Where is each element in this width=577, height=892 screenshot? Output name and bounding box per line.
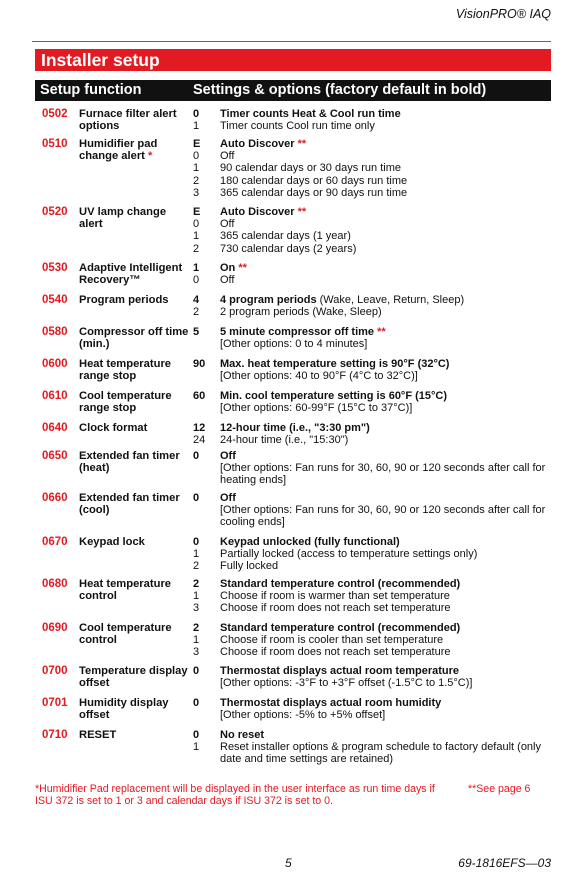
options-list — [193, 206, 553, 255]
option-text — [220, 622, 553, 634]
option-item — [193, 729, 553, 741]
see-page-mark: ** — [294, 138, 307, 150]
option-item — [193, 326, 553, 338]
option-value: E — [193, 138, 201, 150]
function-label: UV lamp change alert — [79, 206, 167, 231]
option-default-text: Timer counts Heat & Cool run time — [220, 108, 401, 120]
option-value: 5 — [193, 326, 200, 338]
option-description: 365 calendar days (1 year) — [220, 230, 351, 243]
option-text — [220, 138, 553, 150]
setting-code: 0610 — [42, 390, 68, 402]
option-description: Timer counts Cool run time only — [220, 120, 375, 133]
option-item — [193, 274, 553, 286]
option-item — [193, 358, 553, 370]
setting-code: 0670 — [42, 536, 68, 548]
option-text — [220, 402, 553, 414]
option-text — [220, 697, 553, 709]
option-item — [193, 450, 553, 462]
option-text — [220, 326, 553, 338]
option-default-text: Max. heat temperature setting is 90°F (32°C) — [220, 358, 450, 370]
option-description: 365 calendar days or 90 days run time — [220, 186, 408, 199]
setting-code: 0700 — [42, 665, 68, 677]
option-item — [193, 218, 553, 230]
option-default-text: Thermostat displays actual room humidity — [220, 697, 442, 709]
humidifier-footnote: *Humidifier Pad replacement will be displayed in the user interface as run time days if ISU 372 is set to 1 or 3 and calendar days if ISU 372 is set to 0. — [35, 783, 435, 808]
product-brand: VisionPRO® IAQ — [455, 7, 551, 21]
function-label: Cool temperature range stop — [79, 390, 172, 415]
option-value: 0 — [193, 108, 200, 120]
function-label: Program periods — [79, 294, 169, 306]
option-value: 1 — [193, 230, 200, 243]
option-text — [220, 492, 553, 504]
option-text — [220, 262, 553, 274]
table-header — [35, 80, 551, 101]
options-list — [193, 622, 553, 659]
option-value: 24 — [193, 434, 206, 447]
option-description: 180 calendar days or 60 days run time — [220, 174, 408, 187]
option-text — [220, 162, 553, 174]
options-list — [193, 536, 553, 573]
option-text — [220, 338, 553, 350]
option-value: 1 — [193, 590, 200, 603]
setting-function — [79, 358, 191, 382]
option-text — [220, 120, 553, 132]
options-list — [193, 326, 553, 350]
option-text — [220, 634, 553, 646]
option-value — [193, 338, 220, 350]
option-text — [220, 590, 553, 602]
option-item — [193, 243, 553, 255]
option-item — [193, 370, 553, 382]
option-description: Off — [220, 150, 235, 163]
option-value: 2 — [193, 560, 200, 573]
option-value: 0 — [193, 450, 200, 462]
setting-function — [79, 294, 191, 306]
setting-function — [79, 578, 191, 602]
option-text — [220, 175, 553, 187]
option-text — [220, 187, 553, 199]
option-description: Choose if room does not reach set temperature — [220, 646, 451, 659]
option-value: 0 — [193, 218, 200, 231]
option-value: 3 — [193, 646, 200, 659]
option-item — [193, 262, 553, 274]
option-value: 60 — [193, 390, 206, 402]
option-item — [193, 536, 553, 548]
option-default-text: Off — [220, 450, 236, 462]
option-default-text: 4 program periods — [220, 294, 317, 306]
option-text — [220, 709, 553, 721]
options-list — [193, 665, 553, 689]
function-label: Heat temperature range stop — [79, 358, 172, 383]
setting-code: 0540 — [42, 294, 68, 306]
option-text — [220, 665, 553, 677]
option-description: [Other options: 0 to 4 minutes] — [220, 338, 368, 351]
option-description: 24-hour time (i.e., "15:30") — [220, 434, 349, 447]
options-list — [193, 697, 553, 721]
option-description: Off — [220, 274, 235, 287]
option-value: 0 — [193, 274, 200, 287]
options-list — [193, 108, 553, 132]
option-value: 4 — [193, 294, 200, 306]
option-item — [193, 338, 553, 350]
option-value: 2 — [193, 242, 200, 255]
options-list — [193, 390, 553, 414]
option-item — [193, 306, 553, 318]
option-value: 3 — [193, 186, 200, 199]
option-description: Fully locked — [220, 560, 279, 573]
option-description: 90 calendar days or 30 days run time — [220, 162, 401, 175]
setting-code: 0710 — [42, 729, 68, 741]
setting-code: 0701 — [42, 697, 68, 709]
option-item — [193, 622, 553, 634]
setting-code: 0650 — [42, 450, 68, 462]
option-item — [193, 150, 553, 162]
option-description: [Other options: 60-99°F (15°C to 37°C)] — [220, 402, 413, 415]
option-default-text: 5 minute compressor off time — [220, 326, 375, 338]
option-item — [193, 462, 553, 486]
option-value: 90 — [193, 358, 206, 370]
column-header-settings: Settings & options (factory default in bold) — [193, 82, 487, 98]
option-item — [193, 402, 553, 414]
options-list — [193, 578, 553, 615]
function-label: RESET — [79, 729, 117, 741]
function-label: Compressor off time (min.) — [79, 326, 189, 351]
options-list — [193, 450, 553, 487]
setting-code: 0510 — [42, 138, 68, 150]
option-item — [193, 162, 553, 174]
section-title: Installer setup — [35, 49, 551, 71]
option-item — [193, 206, 553, 218]
setting-code: 0600 — [42, 358, 68, 370]
option-value: 1 — [193, 262, 200, 274]
function-label: Keypad lock — [79, 536, 145, 548]
options-list — [193, 294, 553, 318]
option-item — [193, 548, 553, 560]
function-label: Humidity display offset — [79, 697, 169, 722]
option-item — [193, 602, 553, 614]
options-list — [193, 492, 553, 529]
option-default-text: Auto Discover — [220, 206, 295, 218]
see-page-note: **See page 6 — [468, 783, 531, 795]
options-list — [193, 422, 553, 446]
setting-code: 0680 — [42, 578, 68, 590]
option-item — [193, 634, 553, 646]
option-value: 1 — [193, 162, 200, 175]
function-label: Extended fan timer (cool) — [79, 492, 180, 517]
options-list — [193, 138, 553, 199]
function-label: Temperature display offset — [79, 665, 188, 690]
option-text — [220, 422, 553, 434]
option-text — [220, 677, 553, 689]
option-item — [193, 741, 553, 765]
option-item — [193, 230, 553, 242]
option-text — [220, 294, 553, 306]
option-item — [193, 504, 553, 528]
see-page-mark: ** — [294, 206, 307, 218]
setting-function — [79, 697, 191, 721]
options-list — [193, 358, 553, 382]
option-item — [193, 434, 553, 446]
option-item — [193, 697, 553, 709]
option-value — [193, 402, 220, 414]
option-item — [193, 138, 553, 150]
option-description: Choose if room does not reach set temperature — [220, 602, 451, 615]
setting-function — [79, 492, 191, 516]
option-item — [193, 578, 553, 590]
option-item — [193, 187, 553, 199]
setting-function — [79, 665, 191, 689]
option-value: 1 — [193, 741, 200, 754]
option-item — [193, 492, 553, 504]
option-text — [220, 206, 553, 218]
option-description: (Wake, Leave, Return, Sleep) — [316, 294, 465, 306]
option-default-text: Thermostat displays actual room temperature — [220, 665, 460, 677]
setting-function — [79, 422, 191, 434]
option-text — [220, 548, 553, 560]
option-text — [220, 274, 553, 286]
option-default-text: Off — [220, 492, 236, 504]
see-page-mark: ** — [235, 262, 247, 274]
option-value: 0 — [193, 665, 200, 677]
option-value: 12 — [193, 422, 206, 434]
option-text — [220, 150, 553, 162]
option-default-text: On — [220, 262, 236, 274]
option-value: 1 — [193, 120, 200, 133]
option-description: Reset installer options & program schedule to factory default (only date and time settings are retained) — [220, 741, 541, 766]
setting-function — [79, 262, 191, 286]
option-value: 3 — [193, 602, 200, 615]
setting-function — [79, 536, 191, 548]
option-item — [193, 108, 553, 120]
setting-function — [79, 206, 191, 230]
option-default-text: Min. cool temperature setting is 60°F (15°C) — [220, 390, 448, 402]
option-default-text: Auto Discover — [220, 138, 295, 150]
option-default-text: Keypad unlocked (fully functional) — [220, 536, 400, 548]
setting-function — [79, 108, 191, 132]
document-number: 69-1816EFS—03 — [458, 856, 551, 870]
option-value: 1 — [193, 634, 200, 647]
option-text — [220, 306, 553, 318]
option-text — [220, 218, 553, 230]
option-item — [193, 590, 553, 602]
option-text — [220, 358, 553, 370]
option-value: 0 — [193, 697, 200, 709]
option-text — [220, 578, 553, 590]
see-page-mark: ** — [374, 326, 386, 338]
option-value: 0 — [193, 492, 200, 504]
option-value — [193, 462, 220, 486]
option-value: 1 — [193, 548, 200, 561]
option-description: [Other options: Fan runs for 30, 60, 90 or 120 seconds after call for heating ends] — [220, 462, 546, 487]
option-text — [220, 243, 553, 255]
option-item — [193, 665, 553, 677]
setting-code: 0640 — [42, 422, 68, 434]
option-text — [220, 741, 553, 765]
option-item — [193, 646, 553, 658]
option-text — [220, 536, 553, 548]
column-header-function: Setup function — [40, 82, 142, 98]
option-value — [193, 709, 220, 721]
function-label: Adaptive Intelligent Recovery™ — [79, 262, 183, 287]
option-text — [220, 108, 553, 120]
function-label: Humidifier pad change alert — [79, 138, 158, 163]
setting-code: 0660 — [42, 492, 68, 504]
option-text — [220, 602, 553, 614]
function-label: Heat temperature control — [79, 578, 172, 603]
option-value: 2 — [193, 306, 200, 319]
setting-function — [79, 622, 191, 646]
option-description: 2 program periods (Wake, Sleep) — [220, 306, 382, 319]
option-text — [220, 729, 553, 741]
option-description: Off — [220, 218, 235, 231]
option-text — [220, 646, 553, 658]
option-description: [Other options: -5% to +5% offset] — [220, 709, 386, 722]
options-list — [193, 729, 553, 766]
option-text — [220, 462, 553, 486]
option-item — [193, 294, 553, 306]
header-rule — [32, 41, 551, 42]
option-value: 2 — [193, 174, 200, 187]
option-text — [220, 450, 553, 462]
option-value: 0 — [193, 729, 200, 741]
setting-function — [79, 138, 191, 162]
options-list — [193, 262, 553, 286]
setting-code: 0502 — [42, 108, 68, 120]
option-text — [220, 504, 553, 528]
option-description: Choose if room is warmer than set temperature — [220, 590, 450, 603]
option-description: [Other options: Fan runs for 30, 60, 90 or 120 seconds after call for cooling ends] — [220, 504, 546, 529]
function-label: Clock format — [79, 422, 148, 434]
option-item — [193, 709, 553, 721]
option-default-text: Standard temperature control (recommended) — [220, 622, 461, 634]
option-item — [193, 422, 553, 434]
page-number: 5 — [285, 856, 292, 870]
option-value — [193, 504, 220, 528]
setting-code: 0530 — [42, 262, 68, 274]
option-item — [193, 175, 553, 187]
option-item — [193, 120, 553, 132]
setting-function — [79, 390, 191, 414]
setting-code: 0690 — [42, 622, 68, 634]
function-label: Cool temperature control — [79, 622, 172, 647]
setting-function — [79, 326, 191, 350]
option-item — [193, 560, 553, 572]
setting-code: 0520 — [42, 206, 68, 218]
setting-function — [79, 450, 191, 474]
option-value: 2 — [193, 622, 200, 634]
option-text — [220, 390, 553, 402]
option-item — [193, 390, 553, 402]
option-description: Partially locked (access to temperature settings only) — [220, 548, 478, 561]
option-text — [220, 434, 553, 446]
setting-code: 0580 — [42, 326, 68, 338]
function-label: Furnace filter alert options — [79, 108, 177, 133]
setting-function — [79, 729, 191, 741]
option-description: [Other options: -3°F to +3°F offset (-1.5°C to 1.5°C)] — [220, 677, 473, 690]
option-description: [Other options: 40 to 90°F (4°C to 32°C)] — [220, 370, 418, 383]
function-label: Extended fan timer (heat) — [79, 450, 180, 475]
option-value: 2 — [193, 578, 200, 590]
option-value: E — [193, 206, 201, 218]
option-description: Choose if room is cooler than set temperature — [220, 634, 444, 647]
function-footnote-mark: * — [144, 150, 153, 163]
option-text — [220, 230, 553, 242]
option-text — [220, 560, 553, 572]
option-value — [193, 370, 220, 382]
option-default-text: Standard temperature control (recommended) — [220, 578, 461, 590]
option-default-text: 12-hour time (i.e., "3:30 pm") — [220, 422, 370, 434]
option-text — [220, 370, 553, 382]
option-value: 0 — [193, 150, 200, 163]
option-item — [193, 677, 553, 689]
option-description: 730 calendar days (2 years) — [220, 242, 357, 255]
option-value — [193, 677, 220, 689]
option-value: 0 — [193, 536, 200, 548]
option-default-text: No reset — [220, 729, 265, 741]
